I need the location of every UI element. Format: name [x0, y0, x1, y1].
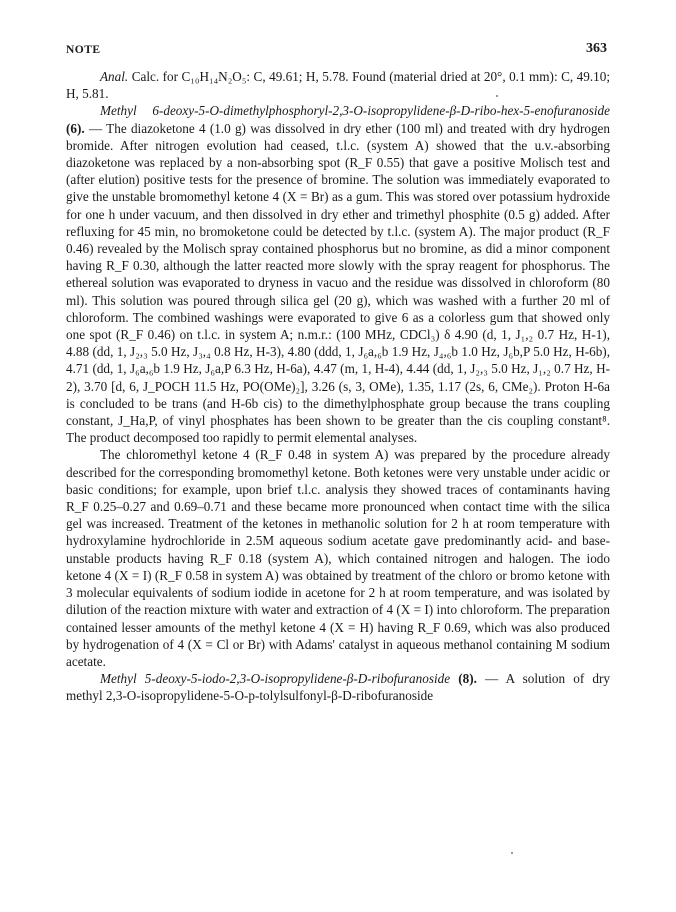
- compound-6-title: Methyl 6-deoxy-5-O-dimethylphosphoryl-2,3-O-isopropylidene-β-D-ribo-hex-5-enofuranoside: [100, 103, 610, 119]
- page-number: 363: [586, 41, 607, 56]
- chloromethyl-ketone-paragraph: [66, 446, 610, 670]
- anal-label: Anal.: [100, 69, 129, 84]
- article-body: [66, 68, 610, 705]
- compound-8-text: — A solution of dry methyl 2,3-O-isopropylidene-5-O-p-tolylsulfonyl-β-D-ribofuranoside: [66, 671, 610, 704]
- stray-dot-mark-bottom: [511, 852, 513, 854]
- compound-6-text: — The diazoketone 4 (1.0 g) was dissolved in dry ether (100 ml) and treated with dry hydrogen bromide. After nitrogen evolution had ceased, t.l.c. (system A) showed that the u.v.-absorbing diazoketone was replaced by a non-absorbing spot (R_F 0.55) that gave a positive Molisch test and (after elution) positive tests for the presence of bromine. The solution was immediately evaporated to give the unstable bromomethyl ketone 4 (X = Br) as a gum. This was stored over potassium hydroxide for one h under vacuum, and then dissolved in dry ether and trimethyl phosphite (0.5 g) added. After refluxing for 45 min, no bromoketone could be detected by t.l.c. (system A). The major product (R_F 0.46) revealed by the Molisch spray contained phosphorus but no bromine, as did a minor component having R_F 0.30, although the latter reacted more slowly with the spray reagent for phosphorus. The ethereal solution was evaporated to dryness in vacuo and the residue was dissolved in chloroform (80 ml). This solution was poured through silica gel (20 g), which was washed with a further 20 ml of chloroform. The combined washings were evaporated to give 6 as a colorless gum that showed only one spot (R_F 0.46) on t.l.c. in system A; n.m.r.: (100 MHz, CDCl₃) δ 4.90 (d, 1, J₁,₂ 0.7 Hz, H-1), 4.88 (dd, 1, J₂,₃ 5.0 Hz, J₃,₄ 0.8 Hz, H-3), 4.80 (ddd, 1, J₆a,₆b 1.9 Hz, J₄,₆b 1.0 Hz, J₆b,P 5.0 Hz, H-6b), 4.71 (dd, 1, J₆a,₆b 1.9 Hz, J₆a,P 6.3 Hz, H-6a), 4.47 (m, 1, H-4), 4.44 (dd, 1, J₂,₃ 5.0 Hz, J₁,₂ 0.7 Hz, H-2), 3.70 [d, 6, J_POCH 11.5 Hz, PO(OMe)₂], 3.26 (s, 3, OMe), 1.35, 1.17 (2s, 6, CMe₂). Proton H-6a is concluded to be trans (and H-6b cis) to the dimethylphosphate group because the trans coupling constant, J_Ha,P, of vinyl phosphates has been shown to be greater than the cis coupling constant⁸. The product decomposed too rapidly to permit elemental analyses.: [66, 120, 610, 446]
- compound-8-title: Methyl 5-deoxy-5-iodo-2,3-O-isopropylidene-β-D-ribofuranoside: [100, 671, 451, 687]
- chloromethyl-ketone-text: The chloromethyl ketone 4 (R_F 0.48 in system A) was prepared by the procedure already described for the corresponding bromomethyl ketone. Both ketones were very unstable under acidic or basic conditions; for example, upon brief t.l.c. analysis they showed traces of contaminants having R_F 0.25–0.27 and 0.69–0.71 and these became more pronounced when contact time with the silica gel was increased. Treatment of the ketones in methanolic solution for 2 h at room temperature with hydroxylamine hydrochloride in 2.5M aqueous sodium acetate gave predominantly acid- and base-unstable products having R_F 0.18 (system A), which contained nitrogen and halogen. The iodo ketone 4 (X = I) (R_F 0.58 in system A) was obtained by treatment of the chloro or bromo ketone with 3 molecular equivalents of sodium iodide in acetone for 2 h at room temperature, and was isolated by dilution of the reaction mixture with water and extraction of 4 (X = I) into chloroform. The preparation contained lesser amounts of the methyl ketone 4 (X = H) having R_F 0.69, which was also produced by hydrogenation of 4 (X = Cl or Br) with Adams' catalyst in aqueous methanol containing M sodium acetate.: [66, 447, 610, 669]
- analysis-paragraph: [66, 68, 610, 102]
- stray-dot-mark: [496, 95, 498, 97]
- compound-6-paragraph: [66, 102, 610, 446]
- running-head: NOTE: [66, 44, 101, 56]
- compound-8-number: (8).: [450, 671, 477, 687]
- compound-6-number: (6).: [66, 120, 85, 136]
- analysis-text: Calc. for C₁₀H₁₄N₂O₅: C, 49.61; H, 5.78. Found (material dried at 20°, 0.1 mm): C, 49.10; H, 5.81.: [66, 69, 610, 102]
- compound-8-paragraph: [66, 670, 610, 704]
